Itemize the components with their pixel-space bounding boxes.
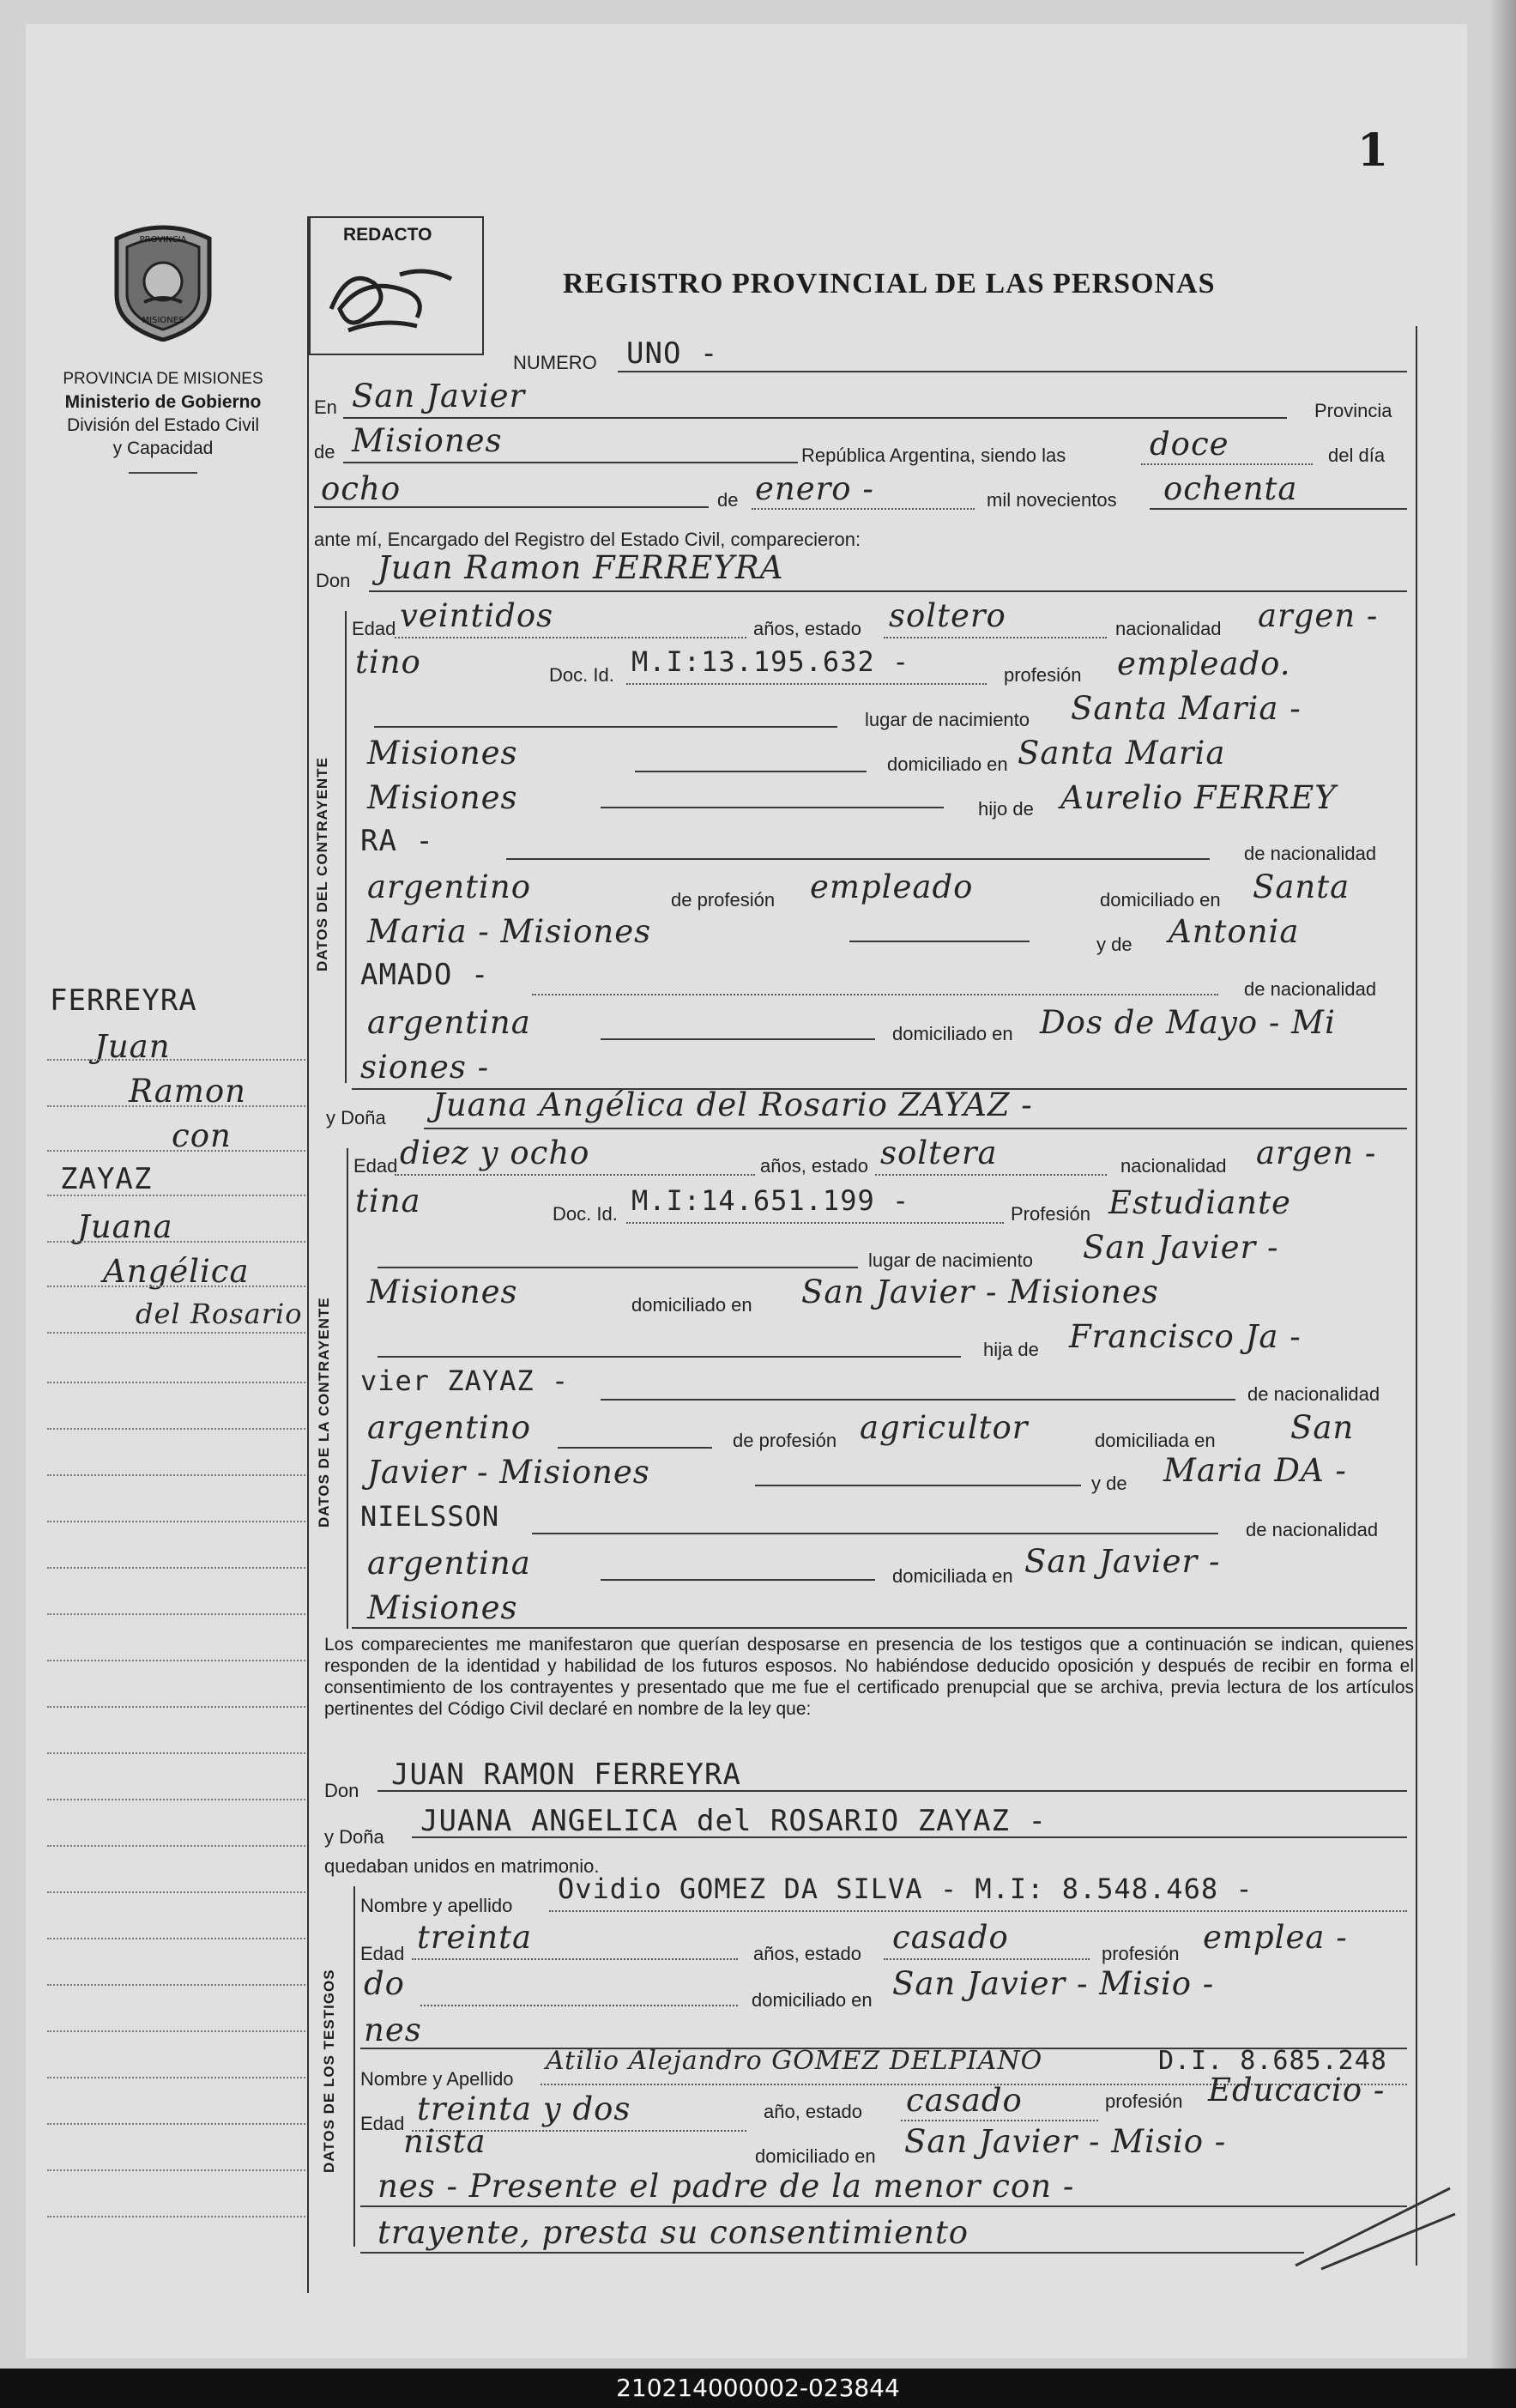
testigo-2-domicilio: San Javier - Misio - [904, 2123, 1227, 2160]
contrayente-name: Juan Ramon FERREYRA [377, 549, 784, 586]
mes-value: enero - [755, 470, 874, 507]
domiciliado-label: domiciliado en [887, 753, 1008, 775]
numero-label: NUMERO [513, 352, 597, 373]
nacionalidad-label: nacionalidad [1115, 618, 1222, 639]
contrayente-nacionalidad-cont: tino [355, 644, 421, 681]
observation-line-1: nes - Presente el padre de la menor con - [377, 2168, 1075, 2205]
scan-id: 210214000002-023844 [616, 2374, 900, 2402]
numero-value: UNO - [626, 336, 719, 371]
contrayente-padre: Aurelio FERREY [1060, 779, 1337, 816]
anos-estado-label: años, estado [760, 1155, 868, 1177]
ante-label: ante mí, Encargado del Registro del Estado Civil, comparecieron: [314, 529, 861, 550]
t2-anos-label: año, estado [764, 2101, 862, 2122]
margin-note-line: ZAYAZ [60, 1162, 153, 1196]
testigo-1-name: Ovidio GOMEZ DA SILVA - M.I: 8.548.468 - [558, 1873, 1253, 1905]
madre-domiciliado-label: domiciliado en [892, 1023, 1013, 1044]
hora-value: doce [1150, 426, 1229, 463]
contrayente-madre-domicilio-cont: siones - [360, 1049, 490, 1086]
contrayenta-madre: Maria DA - [1163, 1452, 1347, 1489]
testigo-2-estado: casado [906, 2082, 1023, 2119]
de2-label: de [717, 489, 739, 511]
testigo-2-edad: treinta y dos [417, 2090, 631, 2127]
contrayente-lugar: Santa Maria - [1071, 690, 1302, 727]
contrayenta-nacionalidad-cont: tina [355, 1183, 421, 1219]
de-nacionalidad-label: de nacionalidad [1244, 843, 1377, 864]
contrayente-lugar-cont: Misiones [367, 735, 518, 771]
t2-profesion-label: profesión [1105, 2090, 1183, 2112]
contrayenta-padre-domicilio-cont: Javier - Misiones [367, 1454, 650, 1491]
province-label: PROVINCIA DE MISIONES [63, 370, 263, 388]
contrayenta-madre-nacionalidad: argentina [367, 1545, 531, 1582]
provincial-seal-icon [110, 221, 216, 342]
anos-estado-label: años, estado [753, 618, 861, 639]
unidos-label: quedaban unidos en matrimonio. [324, 1855, 600, 1877]
margin-note-line: Angélica [103, 1253, 250, 1290]
contrayente-padre-cont: RA - [360, 824, 434, 858]
testigo-1-profesion: emplea - [1203, 1919, 1348, 1956]
profesion-label: Profesión [1011, 1203, 1090, 1225]
contrayente-madre-cont: AMADO - [360, 958, 490, 992]
contrayente-padre-domicilio-cont: Maria - Misiones [367, 913, 652, 950]
testigos-section-label: DATOS DE LOS TESTIGOS [321, 1969, 337, 2173]
madre-nacionalidad-label: de nacionalidad [1244, 978, 1377, 1000]
testigo-2-profesion-cont: nista [403, 2123, 486, 2160]
page-number: 1 [1357, 124, 1389, 177]
contrayente-doc: M.I:13.195.632 - [631, 645, 910, 678]
lugar-label: lugar de nacimiento [868, 1249, 1034, 1271]
contrayente-madre: Antonia [1169, 913, 1300, 950]
contrayenta-padre-cont: vier ZAYAZ - [360, 1364, 570, 1397]
declaration-paragraph: Los comparecientes me manifestaron que querían desposarse en presencia de los testigos que a continuación se indican, quienes responden de la identidad y habilidad de los futuros esposos. No habiéndose deducido oposición y después de recibir en forma el consentimiento de los contrayentes y presentado que me fue el certificado prenupcial que se archiva, previa lectura de los artículos pertinentes del Código Civil declaré en nombre de la ley que: [324, 1635, 1414, 1719]
t2-nombre-label: Nombre y Apellido [360, 2068, 514, 2090]
divider [129, 472, 197, 474]
contrayente-section-label: DATOS DEL CONTRAYENTE [314, 757, 330, 971]
margin-note-line: del Rosario [136, 1298, 303, 1330]
contrayenta-padre: Francisco Ja - [1069, 1318, 1302, 1355]
de-profesion-label: de profesión [733, 1430, 837, 1451]
margin-note-line: FERREYRA [50, 983, 197, 1018]
contrayenta-edad: diez y ocho [400, 1134, 590, 1171]
margin-note-line: Ramon [129, 1073, 246, 1110]
contrayenta-section-label: DATOS DE LA CONTRAYENTE [316, 1297, 332, 1528]
contrayenta-madre-cont: NIELSSON [360, 1500, 500, 1533]
padre-domiciliada-label: domiciliada en [1095, 1430, 1216, 1451]
form-left-rule [307, 216, 309, 2293]
mil-label: mil novecientos [987, 489, 1117, 511]
en-value: San Javier [352, 378, 526, 414]
t1-anos-label: años, estado [753, 1943, 861, 1964]
contrayenta-doc: M.I:14.651.199 - [631, 1184, 910, 1217]
contrayenta-lugar-cont: Misiones [367, 1274, 518, 1310]
contrayenta-profesion: Estudiante [1108, 1184, 1291, 1221]
page-edge [1490, 0, 1516, 2369]
de-label: de [314, 441, 335, 463]
don-label: Don [324, 1780, 359, 1801]
testigo-2-doc: D.I. 8.685.248 [1158, 2046, 1387, 2076]
contrayenta-name: Juana Angélica del Rosario ZAYAZ - [432, 1086, 1033, 1123]
padre-domiciliado-label: domiciliado en [1100, 889, 1221, 911]
madre-domiciliada-label: domiciliada en [892, 1565, 1013, 1587]
contrayente-padre-domicilio: Santa [1253, 868, 1350, 905]
testigo-2-name: Atilio Alejandro GOMEZ DELPIANO [546, 2046, 1043, 2076]
office-block [26, 367, 300, 474]
t2-domiciliado-label: domiciliado en [755, 2145, 876, 2167]
edad-label: Edad [352, 618, 396, 639]
form-right-rule [1416, 326, 1417, 2266]
contrayente-edad: veintidos [400, 597, 554, 634]
contrayente-domicilio: Santa Maria [1018, 735, 1226, 771]
contrayenta-nacionalidad: argen - [1256, 1134, 1377, 1171]
profesion-label: profesión [1004, 664, 1082, 686]
contrayenta-madre-domicilio: San Javier - [1024, 1543, 1221, 1580]
ministry-label: Ministerio de Gobierno [64, 392, 262, 412]
contrayente-madre-domicilio: Dos de Mayo - Mi [1040, 1004, 1336, 1041]
don-label: Don [316, 570, 351, 591]
y-de-label: y de [1091, 1473, 1127, 1494]
dia-value: ocho [321, 470, 402, 507]
division-label-1: División del Estado Civil [66, 415, 260, 435]
dona-label: y Doña [326, 1107, 386, 1128]
testigo-1-profesion-cont: do [364, 1965, 405, 2002]
observation-line-2: trayente, presta su consentimiento [377, 2214, 969, 2251]
t1-edad-label: Edad [360, 1943, 405, 1964]
contrayente-domicilio-cont: Misiones [367, 779, 518, 816]
testigo-2-profesion: Educacio - [1208, 2072, 1386, 2109]
redacto-signature-icon [314, 249, 468, 343]
edad-label: Edad [353, 1155, 398, 1177]
division-label-2: y Capacidad [112, 439, 214, 458]
contrayente-estado: soltero [889, 597, 1006, 634]
margin-note-line: Juan [94, 1028, 171, 1065]
document-title: REGISTRO PROVINCIAL DE LAS PERSONAS [563, 268, 1216, 299]
contrayenta-bracket [347, 1148, 348, 1629]
madre-nacionalidad-label: de nacionalidad [1246, 1519, 1379, 1540]
testigo-1-domicilio-cont: nes [364, 2012, 422, 2048]
contrayenta-madre-domicilio-cont: Misiones [367, 1589, 518, 1626]
t1-domiciliado-label: domiciliado en [752, 1989, 873, 2011]
de-profesion-label: de profesión [671, 889, 776, 911]
margin-note-line: con [172, 1117, 232, 1154]
contrayente-madre-nacionalidad: argentina [367, 1004, 531, 1041]
svg-text:PROVINCIA: PROVINCIA [139, 235, 187, 245]
contrayente-bracket [345, 611, 347, 1083]
margin-note-line: Juana [77, 1208, 173, 1245]
dona-label: y Doña [324, 1826, 384, 1848]
contrayente-padre-profesion: empleado [810, 868, 974, 905]
testigos-bracket [353, 1886, 355, 2247]
doc-label: Doc. Id. [549, 664, 614, 686]
contrayente-nacionalidad: argen - [1258, 597, 1379, 634]
contrayenta-padre-nacionalidad: argentino [367, 1409, 531, 1446]
declaration-groom: JUAN RAMON FERREYRA [391, 1758, 741, 1792]
provincia-label: Provincia [1314, 400, 1392, 421]
t1-profesion-label: profesión [1102, 1943, 1180, 1964]
doc-label: Doc. Id. [553, 1203, 618, 1225]
de-nacionalidad-label: de nacionalidad [1247, 1383, 1380, 1405]
contrayenta-padre-domicilio: San [1290, 1409, 1355, 1446]
testigo-1-domicilio: San Javier - Misio - [892, 1965, 1215, 2002]
contrayenta-lugar: San Javier - [1083, 1229, 1279, 1266]
y-de-label: y de [1096, 934, 1132, 955]
en-label: En [314, 396, 337, 418]
contrayente-padre-nacionalidad: argentino [367, 868, 531, 905]
lugar-label: lugar de nacimiento [865, 709, 1030, 730]
testigo-1-edad: treinta [417, 1919, 533, 1956]
hijo-label: hijo de [978, 798, 1034, 820]
t1-nombre-label: Nombre y apellido [360, 1895, 513, 1916]
republica-label: República Argentina, siendo las [801, 445, 1066, 466]
de-value: Misiones [352, 422, 503, 459]
contrayenta-domicilio: San Javier - Misiones [801, 1274, 1159, 1310]
del-dia-label: del día [1328, 445, 1386, 466]
nacionalidad-label: nacionalidad [1120, 1155, 1227, 1177]
contrayenta-padre-profesion: agricultor [860, 1409, 1029, 1446]
anio-value: ochenta [1163, 470, 1298, 507]
domiciliado-label: domiciliado en [631, 1294, 752, 1316]
redacto-label: REDACTO [343, 225, 432, 245]
closing-strike-icon [1287, 2180, 1459, 2274]
testigo-1-estado: casado [892, 1919, 1009, 1956]
contrayente-profesion: empleado. [1117, 645, 1291, 682]
declaration-bride: JUANA ANGELICA del ROSARIO ZAYAZ - [420, 1804, 1047, 1838]
hija-label: hija de [983, 1339, 1039, 1360]
svg-text:MISIONES: MISIONES [142, 316, 184, 325]
t2-edad-label: Edad [360, 2113, 405, 2134]
contrayenta-estado: soltera [880, 1134, 998, 1171]
